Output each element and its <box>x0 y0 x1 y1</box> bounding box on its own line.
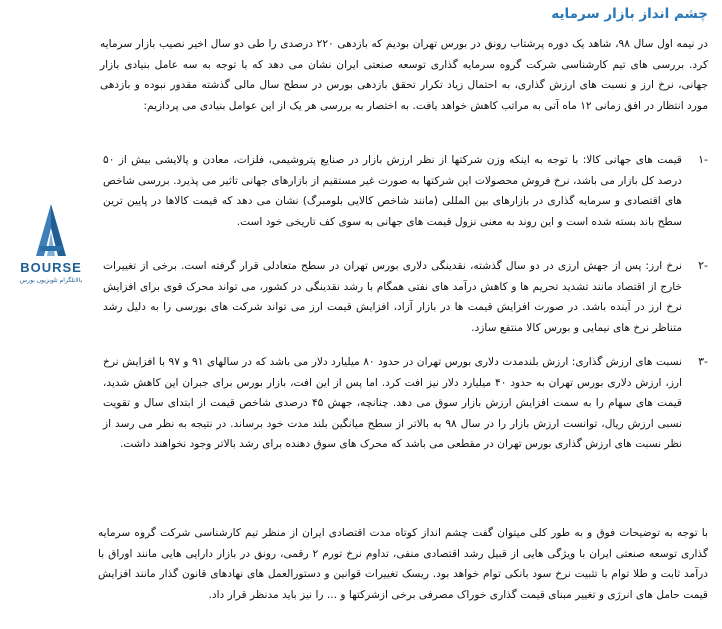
conclusion-paragraph: با توجه به توضیحات فوق و به طور کلی میتوان گفت چشم انداز کوتاه مدت اقتصادی ایران از منظر تیم کارشناسی شرکت گروه سرمایه گذاری توسعه صنعتی ایران با ویژگی هایی از قبیل رشد اقتصادی منفی، تداوم نرخ تورم ۲ رقمی، رونق در بازار دارایی هایی مانند اوراق با درآمد ثابت و طلا توام با تثبیت نرخ سود بانکی توام خواهد بود. ریسک تغییرات قوانین و دستورالعمل های نهادهای قانون گذار مانند افزایش قیمت حامل های انرژی و تغییر مبنای قیمت گذاری خوراک مصرفی برخی ازشرکتها و ... را نیز باید مدنظر قرار داد. <box>98 527 708 601</box>
factor-text: نسبت های ارزش گذاری: ارزش بلندمدت دلاری بورس تهران در حدود ۸۰ میلیارد دلار می باشد که در سالهای ۹۱ و ۹۷ با افزایش نرخ ارز، ارزش دلاری بورس تهران به حدود ۴۰ میلیارد دلار نیز افت کرد. اما پس از این افت، بازار بورس برای جبران این کاهش شدید، قیمت های سهام را به سمت افزایش ارزش بازار سوق می دهد. چنانچه، جهش ۴۵ درصدی شاخص قیمت از ابتدای سال و تقویت نسبی ارزش ریال، توانست ارزش بازار را در سال ۹۸ به بالاتر از سطح میانگین بلند مدت خود برساند. در نتیجه به نظر می رسد از نظر نسبت های ارزش گذاری بورس تهران در مقطعی می باشد که محرک های سوق دهنده برای رشد بالاتر وجود نخواهند داشت. <box>103 356 682 451</box>
bourse-logo <box>6 202 96 292</box>
factor-number: -۱ <box>698 153 708 166</box>
factor-text: نرخ ارز: پس از جهش ارزی در دو سال گذشته، نقدینگی دلاری بورس تهران در سطح متعادلی قرار گرفته است. برخی از تغییرات خارج از اقتصاد مانند تشدید تحریم ها و کاهش درآمد های نفتی همگام با رشد نقدینگی در کشور، می تواند محرک قوی برای افزایش نرخ ارز در آینده باشد. در صورت افزایش قیمت ها در بازار آزاد، افزایش قیمت ارز می تواند شرکت های بورسی را به دلیل رشد متناظر نرخ های نیمایی و بورس کالا منتفع سازد. <box>103 260 682 334</box>
factor-text: قیمت های جهانی کالا: با توجه به اینکه وزن شرکتها از نظر ارزش بازار در صنایع پتروشیمی، فلزات، معادن و پالایشی بیش از ۵۰ درصد کل بازار می باشد، نرخ فروش محصولات این شرکتها به صورت غیر مستقیم از بازارهای جهانی تاثیر می پذیرد. بررسی شاخص های اقتصادی و سرمایه گذاری در بازارهای بین المللی (مانند شاخص کالایی بلومبرگ) نشان می دهد که قیمت کالاها در پایین ترین سطح باند بسته شده است و این روند به معنی نزول قیمت های جهانی به سوی کف تاریخی خود است. <box>103 154 682 228</box>
factor-item-exchange-rate <box>103 256 708 338</box>
factor-number: -۳ <box>698 355 708 368</box>
intro-paragraph: در نیمه اول سال ۹۸، شاهد یک دوره پرشتاب رونق در بورس تهران بودیم که بازدهی ۲۲۰ درصدی را طی دو سال اخیر نصیب بازار سرمایه کرد. بررسی های تیم کارشناسی شرکت گروه سرمایه گذاری توسعه صنعتی ایران نشان می دهد که با توجه به سه عامل بنیادی بازار جهانی، نرخ ارز و نسبت های ارزش گذاری، به احتمال زیاد تکرار تحقق بازدهی بورس در سطح سال مالی گذشته مقدور نبوده و بازدهی مورد انتظار در افق زمانی ۱۲ ماه آتی به مراتب کاهش خواهد یافت. به اختصار به بررسی هر یک از این عوامل بنیادی می پردازیم: <box>100 38 708 112</box>
page-title: چشم انداز بازار سرمایه <box>551 6 708 22</box>
factor-item-global-commodity-prices <box>103 150 708 232</box>
factor-number: -۲ <box>698 259 708 272</box>
bourse-emblem-icon <box>6 202 96 260</box>
factor-item-valuation-ratios <box>103 352 708 455</box>
logo-tagline: بالا‌تلگرام تلویزیون بورس <box>19 277 83 284</box>
logo-wordmark: BOURSE <box>20 260 82 275</box>
